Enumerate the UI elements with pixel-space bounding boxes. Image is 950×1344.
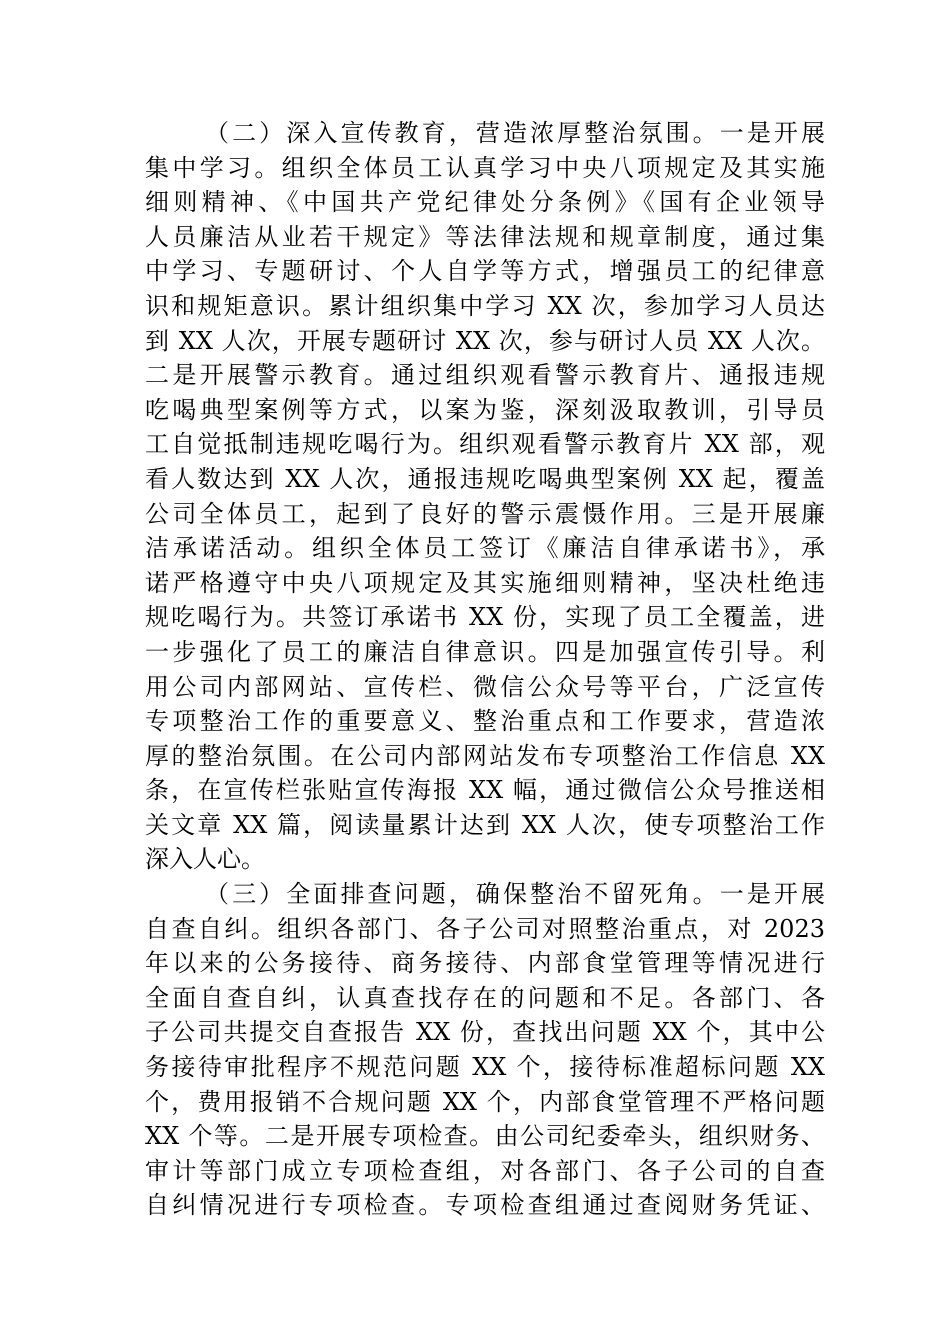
text-line: 专项整治工作的重要意义、整治重点和工作要求，营造浓	[145, 707, 825, 736]
text-line: 务接待审批程序不规范问题 XX 个，接待标准超标问题 XX	[145, 1053, 825, 1082]
text-line: 中学习、专题研讨、个人自学等方式，增强员工的纪律意	[145, 257, 825, 286]
text-line: 洁承诺活动。组织全体员工签订《廉洁自律承诺书》，承	[145, 534, 825, 563]
text-line: 二是开展警示教育。通过组织观看警示教育片、通报违规	[145, 361, 825, 390]
text-line: （三）全面排查问题，确保整治不留死角。一是开展	[205, 880, 825, 909]
text-line: 细则精神、《中国共产党纪律处分条例》《国有企业领导	[145, 188, 825, 217]
text-line: 诺严格遵守中央八项规定及其实施细则精神，坚决杜绝违	[145, 568, 825, 597]
text-line: XX 个等。二是开展专项检查。由公司纪委牵头，组织财务、	[145, 1122, 825, 1151]
text-line: 审计等部门成立专项检查组，对各部门、各子公司的自查	[145, 1156, 825, 1185]
text-line: 自纠情况进行专项检查。专项检查组通过查阅财务凭证、	[145, 1191, 825, 1220]
text-line: 吃喝典型案例等方式，以案为鉴，深刻汲取教训，引导员	[145, 395, 825, 424]
text-line: 识和规矩意识。累计组织集中学习 XX 次，参加学习人员达	[145, 291, 825, 320]
text-line: 全面自查自纠，认真查找存在的问题和不足。各部门、各	[145, 983, 825, 1012]
text-line: 厚的整治氛围。在公司内部网站发布专项整治工作信息 XX	[145, 741, 825, 770]
text-line: 工自觉抵制违规吃喝行为。组织观看警示教育片 XX 部，观	[145, 430, 825, 459]
body-text	[145, 116, 825, 1223]
text-line: 子公司共提交自查报告 XX 份，查找出问题 XX 个，其中公	[145, 1018, 825, 1047]
text-line: 关文章 XX 篇，阅读量累计达到 XX 人次，使专项整治工作	[145, 810, 825, 839]
text-line: 深入人心。	[145, 845, 265, 874]
text-line: 条，在宣传栏张贴宣传海报 XX 幅，通过微信公众号推送相	[145, 776, 825, 805]
text-line: 个，费用报销不合规问题 XX 个，内部食堂管理不严格问题	[145, 1087, 825, 1116]
text-line: 自查自纠。组织各部门、各子公司对照整治重点，对 2023	[145, 914, 825, 943]
text-line: 一步强化了员工的廉洁自律意识。四是加强宣传引导。利	[145, 637, 825, 666]
text-line: 规吃喝行为。共签订承诺书 XX 份，实现了员工全覆盖，进	[145, 603, 825, 632]
text-line: 人员廉洁从业若干规定》等法律法规和规章制度，通过集	[145, 222, 825, 251]
text-line: （二）深入宣传教育，营造浓厚整治氛围。一是开展	[205, 119, 825, 147]
text-line: 集中学习。组织全体员工认真学习中央八项规定及其实施	[145, 153, 825, 182]
text-line: 到 XX 人次，开展专题研讨 XX 次，参与研讨人员 XX 人次。	[145, 326, 825, 355]
text-line: 年以来的公务接待、商务接待、内部食堂管理等情况进行	[145, 949, 825, 978]
text-line: 看人数达到 XX 人次，通报违规吃喝典型案例 XX 起，覆盖	[145, 464, 825, 493]
text-line: 公司全体员工，起到了良好的警示震慑作用。三是开展廉	[145, 499, 825, 528]
text-line: 用公司内部网站、宣传栏、微信公众号等平台，广泛宣传	[145, 672, 825, 701]
